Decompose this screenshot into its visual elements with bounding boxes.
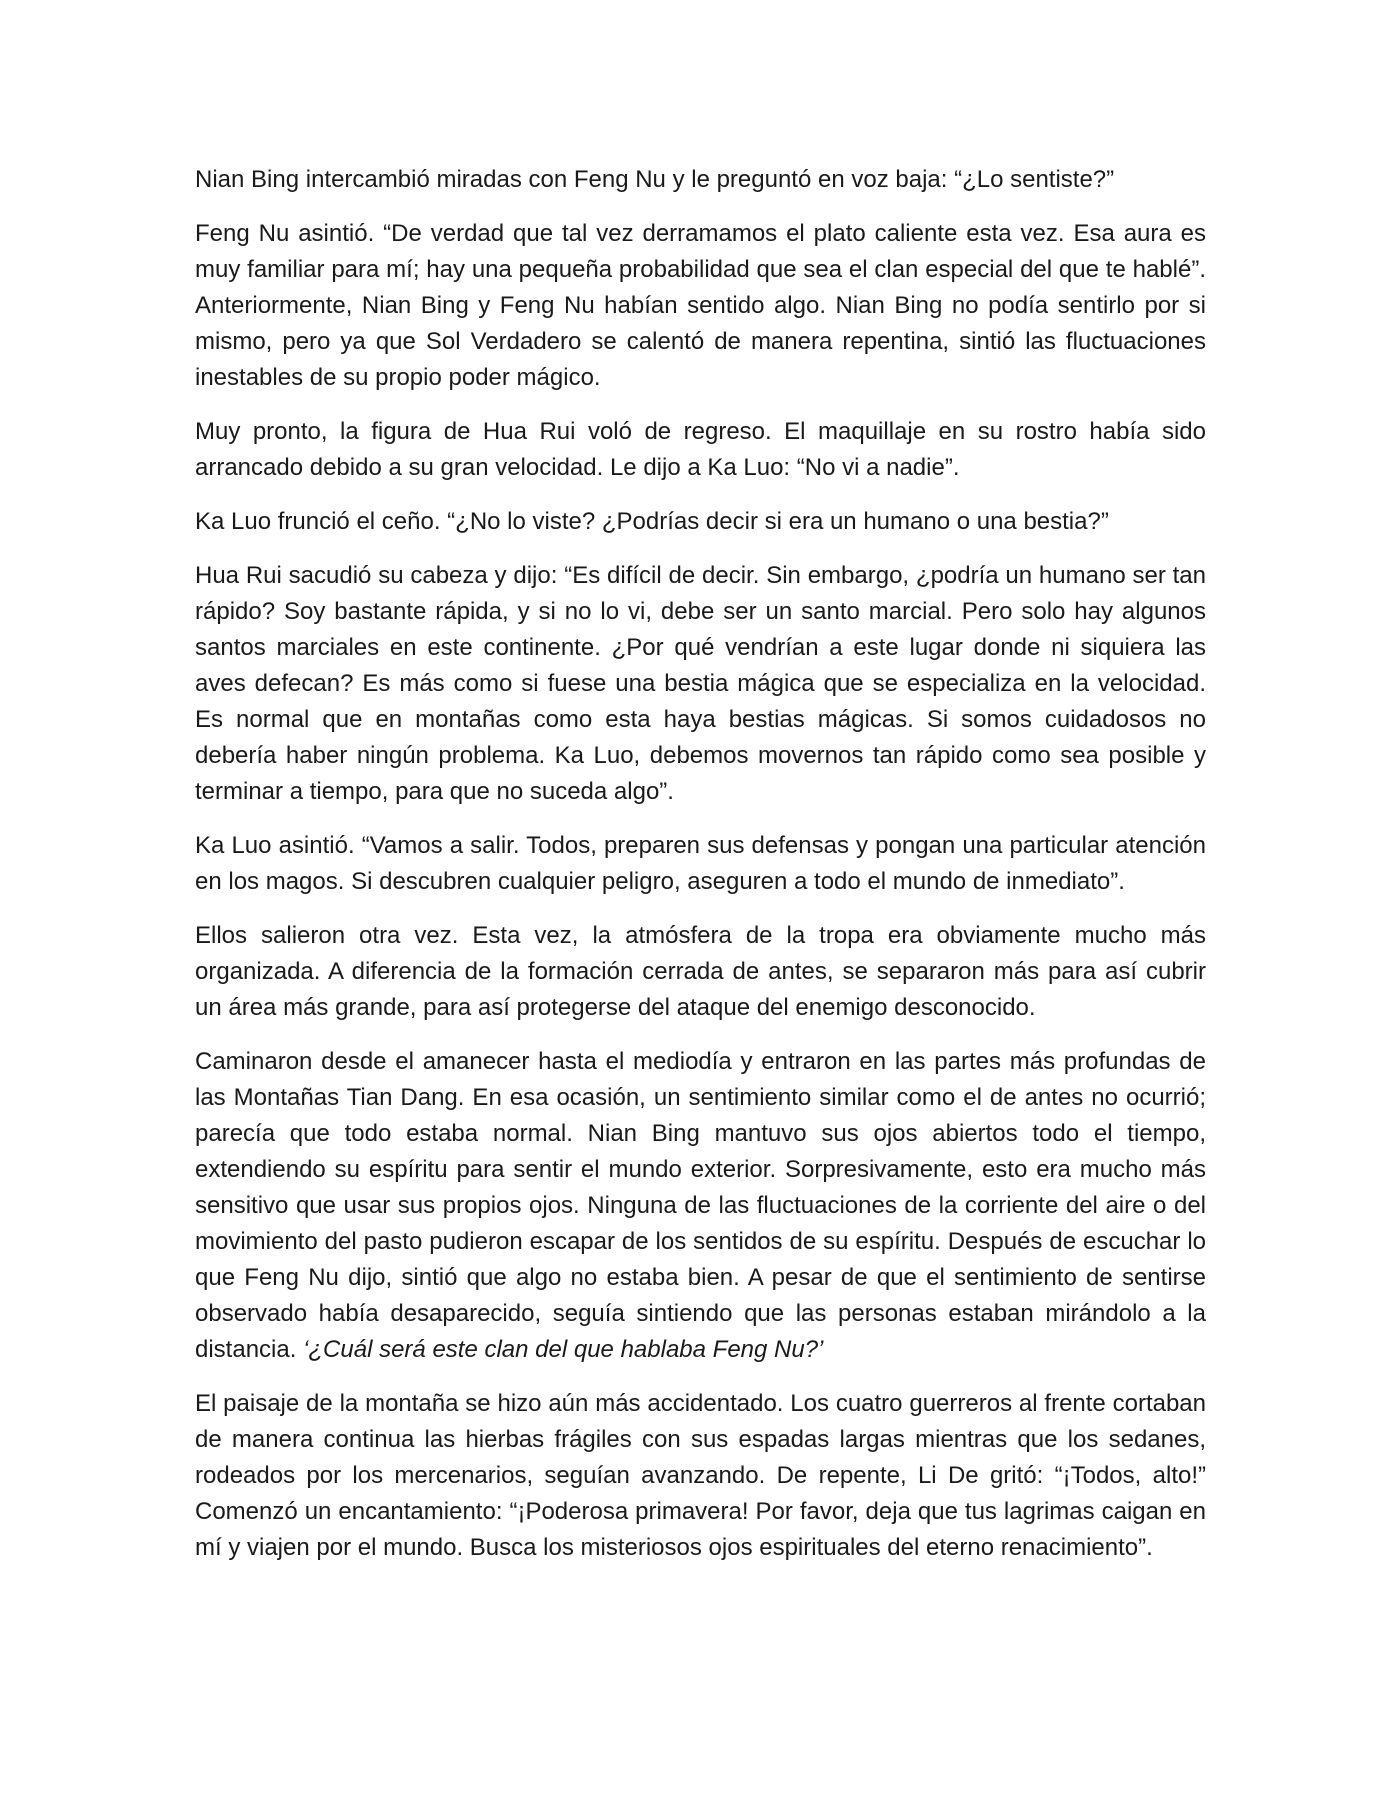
paragraph-6: Ka Luo asintió. “Vamos a salir. Todos, preparen sus defensas y pongan una particular atención en los magos. Si descubren cualquier peligro, aseguren a todo el mundo de inmediato”. xyxy=(195,832,1206,895)
document-page xyxy=(195,162,1206,1584)
paragraph-7: Ellos salieron otra vez. Esta vez, la atmósfera de la tropa era obviamente mucho más organizada. A diferencia de la formación cerrada de antes, se separaron más para así cubrir un área más grande, para así protegerse del ataque del enemigo desconocido. xyxy=(195,922,1206,1021)
paragraph-3: Muy pronto, la figura de Hua Rui voló de regreso. El maquillaje en su rostro había sido arrancado debido a su gran velocidad. Le dijo a Ka Luo: “No vi a nadie”. xyxy=(195,418,1206,481)
paragraph-5: Hua Rui sacudió su cabeza y dijo: “Es difícil de decir. Sin embargo, ¿podría un humano ser tan rápido? Soy bastante rápida, y si no lo vi, debe ser un santo marcial. Pero solo hay algunos santos marciales en este continente. ¿Por qué vendrían a este lugar donde ni siquiera las aves defecan? Es más como si fuese una bestia mágica que se especializa en la velocidad. Es normal que en montañas como esta haya bestias mágicas. Si somos cuidadosos no debería haber ningún problema. Ka Luo, debemos movernos tan rápido como sea posible y terminar a tiempo, para que no suceda algo”. xyxy=(195,562,1206,805)
paragraph-8-text: Caminaron desde el amanecer hasta el mediodía y entraron en las partes más profundas de las Montañas Tian Dang. En esa ocasión, un sentimiento similar como el de antes no ocurrió; parecía que todo estaba normal. Nian Bing mantuvo sus ojos abiertos todo el tiempo, extendiendo su espíritu para sentir el mundo exterior. Sorpresivamente, esto era mucho más sensitivo que usar sus propios ojos. Ninguna de las fluctuaciones de la corriente del aire o del movimiento del pasto pudieron escapar de los sentidos de su espíritu. Después de escuchar lo que Feng Nu dijo, sintió que algo no estaba bien. A pesar de que el sentimiento de sentirse observado había desaparecido, seguía sintiendo que las personas estaban mirándolo a la distancia. xyxy=(195,1048,1206,1363)
paragraph-1: Nian Bing intercambió miradas con Feng Nu y le preguntó en voz baja: “¿Lo sentiste?” xyxy=(195,166,1115,193)
paragraph-8 xyxy=(195,1044,1206,1368)
paragraph-4: Ka Luo frunció el ceño. “¿No lo viste? ¿Podrías decir si era un humano o una bestia?” xyxy=(195,508,1109,535)
paragraph-9: El paisaje de la montaña se hizo aún más accidentado. Los cuatro guerreros al frente cortaban de manera continua las hierbas frágiles con sus espadas largas mientras que los sedanes, rodeados por los mercenarios, seguían avanzando. De repente, Li De gritó: “¡Todos, alto!” Comenzó un encantamiento: “¡Poderosa primavera! Por favor, deja que tus lagrimas caigan en mí y viajen por el mundo. Busca los misteriosos ojos espirituales del eterno renacimiento”. xyxy=(195,1390,1206,1561)
paragraph-2: Feng Nu asintió. “De verdad que tal vez derramamos el plato caliente esta vez. Esa aura es muy familiar para mí; hay una pequeña probabilidad que sea el clan especial del que te hablé”. Anteriormente, Nian Bing y Feng Nu habían sentido algo. Nian Bing no podía sentirlo por si mismo, pero ya que Sol Verdadero se calentó de manera repentina, sintió las fluctuaciones inestables de su propio poder mágico. xyxy=(195,220,1206,391)
italic-thought: ‘¿Cuál será este clan del que hablaba Feng Nu?’ xyxy=(303,1336,824,1363)
